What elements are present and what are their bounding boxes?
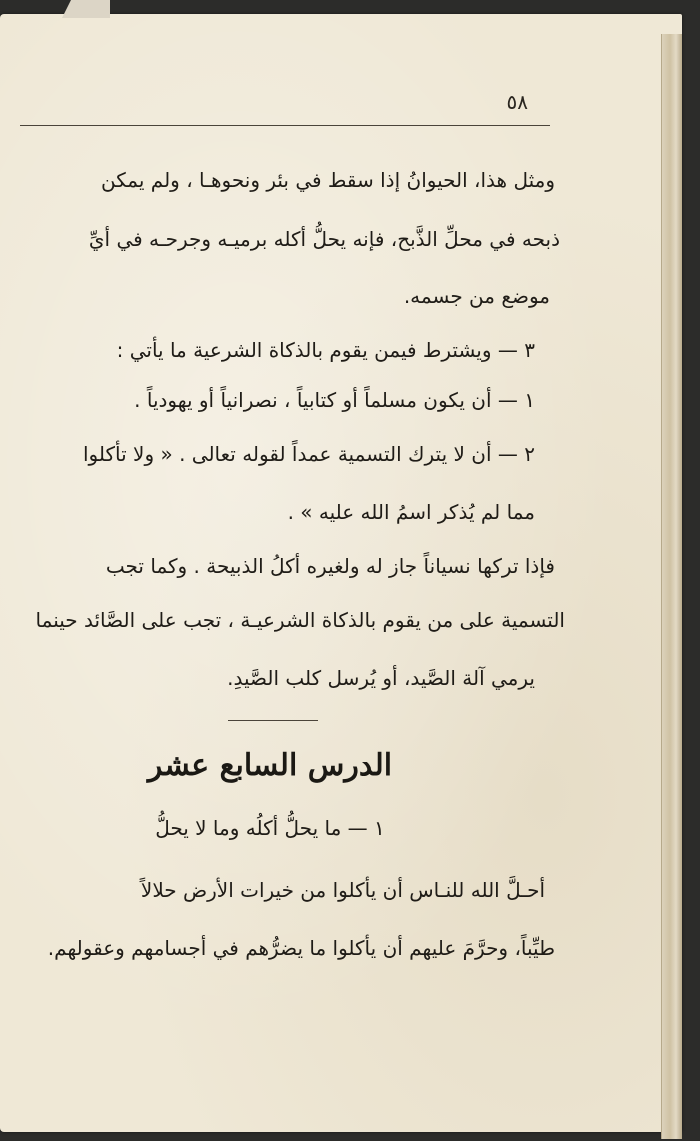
- text-line-10: يرمي آلة الصَّيد، أو يُرسل كلب الصَّيدِ.: [227, 666, 535, 690]
- section-divider: [228, 720, 318, 721]
- lesson-subtitle: ١ — ما يحلُّ أكلُه وما لا يحلُّ: [155, 816, 385, 840]
- text-line-8: فإذا تركها نسياناً جاز له ولغيره أكلُ الذبيحة . وكما تجب: [105, 554, 555, 578]
- text-line-1: ومثل هذا، الحيوانُ إذا سقط في بئر ونحوهـا ، ولم يمكن: [101, 168, 555, 192]
- text-line-7: مما لم يُذكر اسمُ الله عليه » .: [287, 500, 535, 524]
- page-number: ٥٨: [506, 90, 528, 114]
- header-rule: [20, 125, 550, 126]
- text-line-3: موضع من جسمه.: [403, 284, 550, 308]
- text-line-2: ذبحه في محلِّ الذَّبح، فإنه يحلُّ أكله برميـه وجرحـه في أيِّ: [88, 227, 560, 251]
- text-line-6: ٢ — أن لا يترك التسمية عمداً لقوله تعالى . « ولا تأكلوا: [83, 442, 535, 466]
- text-line-9: التسمية على من يقوم بالذكاة الشرعيـة ، تجب على الصَّائد حينما: [35, 608, 565, 632]
- lesson-title: الدرس السابع عشر: [147, 748, 393, 783]
- page-header: [20, 90, 550, 126]
- book-spine-edge: [661, 34, 682, 1139]
- lesson-line-1: أحـلَّ الله للنـاس أن يأكلوا من خيرات الأرض حلالاً: [140, 878, 545, 902]
- text-line-4: ٣ — ويشترط فيمن يقوم بالذكاة الشرعية ما يأتي :: [116, 338, 535, 362]
- lesson-line-2: طيِّباً، وحرَّمَ عليهم أن يأكلوا ما يضرُّهم في أجسامهم وعقولهم.: [47, 936, 555, 960]
- text-line-5: ١ — أن يكون مسلماً أو كتابياً ، نصرانياً أو يهودياً .: [134, 388, 535, 412]
